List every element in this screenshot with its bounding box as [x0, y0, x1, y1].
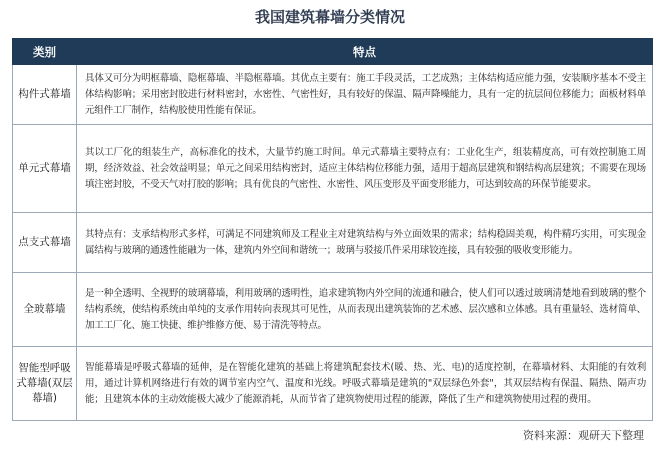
category-cell: 全玻幕墙 — [13, 273, 77, 347]
header-feature: 特点 — [77, 39, 653, 65]
classification-table-container — [12, 38, 652, 421]
table-row — [13, 347, 653, 421]
header-category: 类别 — [13, 39, 77, 65]
table-header-row — [13, 39, 653, 65]
category-cell: 点支式幕墙 — [13, 213, 77, 273]
table-row — [13, 273, 653, 347]
feature-cell: 是一种全透明、全视野的玻璃幕墙，利用玻璃的透明性，追求建筑物内外空间的流通和融合，使人们可以透过玻璃清楚地看到玻璃的整个结构系统，使结构系统由单纯的支承作用转向表现其可见性，从而表现出建筑装饰的艺术感、层次感和立体感。具有重量轻、选材简单、加工工厂化、施工快捷、维护维修方便、易于清洗等特点。 — [77, 273, 653, 347]
category-cell: 单元式幕墙 — [13, 125, 77, 213]
feature-cell: 其以工厂化的组装生产，高标准化的技术，大量节约施工时间。单元式幕墙主要特点有：工业化生产，组装精度高，可有效控制施工周期，经济效益、社会效益明显；单元之间采用结构密封，适应主体结构位移能力强，适用于超高层建筑和钢结构高层建筑；不需要在现场填注密封胶，不受天气对打胶的影响；具有优良的气密性、水密性、风压变形及平面变形能力，可达到较高的环保节能要求。 — [77, 125, 653, 213]
category-cell: 构件式幕墙 — [13, 65, 77, 125]
feature-cell: 其特点有：支承结构形式多样，可满足不同建筑师及工程业主对建筑结构与外立面效果的需求；结构稳固美观，构件精巧实用，可实现金属结构与玻璃的通透性能融为一体，建筑内外空间和谐统一；玻璃与驳接爪件采用球铰连接，具有较强的吸收变形能力。 — [77, 213, 653, 273]
table-row — [13, 213, 653, 273]
source-note: 资料来源：观研天下整理 — [523, 429, 644, 442]
page-title: 我国建筑幕墙分类情况 — [254, 8, 405, 26]
classification-table — [12, 38, 653, 421]
table-row — [13, 65, 653, 125]
table-row — [13, 125, 653, 213]
feature-cell: 智能幕墙是呼吸式幕墙的延伸，是在智能化建筑的基础上将建筑配套技术(暖、热、光、电)的适度控制，在幕墙材料、太阳能的有效利用，通过计算机网络进行有效的调节室内空气、温度和光线。呼吸式幕墙是建筑的"双层绿色外套"，其双层结构有保温、隔热、隔声功能；且建筑本体的主动效能极大减少了能源消耗，从而节省了建筑物使用过程的能源，降低了生产和建筑物使用过程的费用。 — [77, 347, 653, 421]
feature-cell: 具体又可分为明框幕墙、隐框幕墙、半隐框幕墙。其优点主要有：施工手段灵活，工艺成熟；主体结构适应能力强，安装顺序基本不受主体结构影响；采用密封胶进行材料密封，水密性、气密性好，具有较好的保温、隔声降噪能力，具有一定的抗层间位移能力；面板材料单元组件工厂制作，结构胶使用性能有保证。 — [77, 65, 653, 125]
category-cell: 智能型呼吸式幕墙(双层幕墙) — [13, 347, 77, 421]
